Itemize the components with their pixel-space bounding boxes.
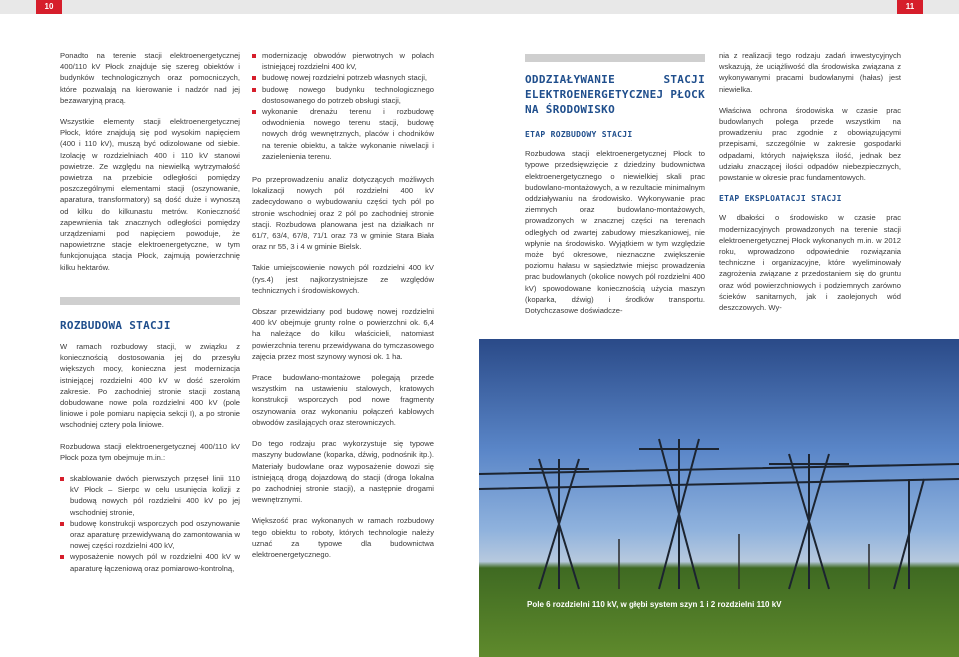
column-2 [252,50,434,570]
paragraph: W dbałości o środowisko w czasie prac modernizacyjnych prowadzonych na terenie stacji elektroenergetycznej Płock wykonanych m.in. w 2012 roku, wprowadzono odpowiednie rozwiązania techniczne i organizacyjne, które wyeliminowały zagrożenia związane z przedostaniem się do gruntu oraz wód powierzchniowych i podziemnych zarówno ścieków sanitarnych, jak i zaolejonych wód deszczowych. Wy- [719,213,901,313]
list-item: skablowanie dwóch pierwszych przęseł linii 110 kV Płock – Sierpc w celu usunięcia kolizji z budową nowych pól rozdzielni 400 kV po jej wschodniej stronie, [60,473,240,518]
top-bar [0,0,959,14]
divider-bar [60,297,240,305]
column-1 [60,50,240,283]
substation-photo [479,339,959,657]
paragraph: Większość prac wykonanych w ramach rozbudowy tego obiektu to roboty, których technologie należy uznać za typowe dla budownictwa elektroenergetycznego. [252,516,434,559]
list-item: modernizację obwodów pierwotnych w polach istniejącej rozdzielni 400 kV, [252,50,434,72]
column-3 [525,72,705,326]
paragraph: nia z realizacji tego rodzaju zadań inwestycyjnych wskazują, że uciążliwość dla środowiska związana z wykonywanymi pracami budowlanymi (hałas) jest niewielka. [719,51,901,94]
page-number-left: 10 [36,0,62,14]
list-item: budowę konstrukcji wsporczych pod oszynowanie oraz aparaturę przewidywaną do zamontowania w nowej części rozdzielni 400 kV, [60,518,240,552]
list-item: wykonanie drenażu terenu i rozbudowę odwodnienia nowego terenu stacji, budowę nowych dróg wewnętrznych, placów i chodników na terenie obiektu, a także wykonanie niwelacji i zazielenienia terenu. [252,106,434,162]
subsection-heading: ETAP ROZBUDOWY STACJI [525,130,633,139]
paragraph: Rozbudowa stacji elektroenergetycznej 400/110 kV Płock poza tym obejmuje m.in.: [60,441,240,462]
section-heading: ODDZIAŁYWANIE STACJI ELEKTROENERGETYCZNEJ PŁOCK NA ŚRODOWISKO [525,73,705,116]
list-item: budowę nowego budynku technologicznego dostosowanego do potrzeb obsługi stacji, [252,84,434,106]
paragraph: Po przeprowadzeniu analiz dotyczących możliwych lokalizacji nowych pól rozdzielni 400 kV zadecydowano o wybudowaniu części tych pól po stronie wschodniej oraz 2 pól po zachodniej stronie stacji. Rozbudowa planowana jest na działkach nr 61/7, 63/4, 67/8, 71/1 oraz 73 w gminie Stara Biała oraz nr 55, 3 i 4 w gminie Bielsk. [252,175,434,252]
paragraph: Prace budowlano-montażowe polegają przede wszystkim na ustawieniu stalowych, kratowych konstrukcji wsporczych pod nowe fragmenty oszynowania oraz wykonaniu połączeń kablowych obwodów zasilających oraz sterowniczych. [252,373,434,427]
list-item: budowę nowej rozdzielni potrzeb własnych stacji, [252,72,434,83]
substation-illustration [479,339,959,657]
paragraph: Właściwa ochrona środowiska w czasie prac budowlanych polega przede wszystkim na prowadzeniu prac zgodnie z obowiązującymi przepisami, szczególnie w zakresie gospodarki odpadami, których największa ilość, jednak bez udziału znaczącej ilości odpadów niebezpiecznych, powstanie w okresie prac fundamentowych. [719,105,901,183]
bullet-list [252,50,434,162]
section-heading: ROZBUDOWA STACJI [60,319,171,332]
subsection-heading: ETAP EKSPLOATACJI STACJI [719,194,842,204]
column-4 [719,50,901,323]
divider-bar [525,54,705,62]
paragraph: Obszar przewidziany pod budowę nowej rozdzielni 400 kV obejmuje grunty rolne o powierzchni ok. 6,4 ha należące do kilku właścicieli, natomiast powierzchnia terenu przewidywana do tymczasowego zajęcia przez most szynowy wynosi ok. 1 ha. [252,307,434,361]
photo-caption: Pole 6 rozdzielni 110 kV, w głębi system szyn 1 i 2 rozdzielni 110 kV [527,600,782,609]
paragraph: Wszystkie elementy stacji elektroenergetycznej Płock, które znajdują się pod wysokim napięciem (400 i 110 kV), muszą być odizolowane od siebie. Izolację w rozdzielniach 400 i 110 kV stanowi powietrze. Ze względu na niewielką wytrzymałość powietrza na przebicie odległości pomiędzy poszczególnymi elementami stacji (oszynowanie, aparatura, transformatory) są dość duże i wynoszą od kilku do kilkunastu metrów. Konieczność zapewnienia tak znacznych odległości pomiędzy urządzeniami pod napięciem powoduje, że napowietrzne stacje elektroenergetyczne, w tym funkcjonująca stacja Płock, zajmują powierzchnię kilku hektarów. [60,117,240,272]
paragraph: W ramach rozbudowy stacji, w związku z koniecznością dostosowania jej do przesyłu większych mocy, konieczna jest modernizacja istniejącej rozdzielni 400 kV w dość szerokim zakresie. Po zachodniej stronie stacji zostaną dobudowane nowe pola rozdzielni 400 kV (pole liniowe i pole pomiaru napięcia sekcji I), a po stronie wschodniej cztery pola liniowe. [60,342,240,430]
paragraph: Ponadto na terenie stacji elektroenergetycznej 400/110 kV Płock znajduje się szereg obiektów i budynków technologicznych oraz pomocniczych, które pozwalają na kierowanie i nadzór nad jej bezawaryjną pracą. [60,51,240,105]
paragraph: Rozbudowa stacji elektroenergetycznej Płock to typowe przedsięwzięcie z dziedziny budownictwa elektroenergetycznego o niewielkiej skali prac budowlano-montażowych, a w rezultacie minimalnym oddziaływaniu na środowisko. Wykonywanie prac ziemnych oraz budowlano-montażowych, prowadzonych w znacznej części na terenach odległych od zwartej zabudowy mieszkaniowej, nie wpłynie na środowisko. Wyjątkiem w tym względzie może być okresowe, nieznaczne zwiększenie poziomu hałasu w sąsiedztwie miejsc prowadzenia prac budowlanych (okolice nowych pól rozdzielni 400 kV) spowodowane koniecznością użycia maszyn (koparka, dźwig) i środków transportu. Dotychczasowe doświadcze- [525,149,705,316]
paragraph: Takie umiejscowienie nowych pól rozdzielni 400 kV (rys.4) jest najkorzystniejsze ze względów technicznych i środowiskowych. [252,263,434,295]
list-item: wyposażenie nowych pól w rozdzielni 400 kV w aparaturę łączeniową oraz pomiarowo-kontrolną, [60,551,240,573]
page-number-right: 11 [897,0,923,14]
bullet-list [60,473,240,574]
paragraph: Do tego rodzaju prac wykorzystuje się typowe maszyny budowlane (koparka, dźwig, podnośnik itp.). Materiały budowlane oraz wyposażenie dowozi się istniejącą drogą dojazdową do stacji (droga lokalna po zachodniej stronie stacji), a następnie drogami wewnętrznymi. [252,439,434,505]
column-1-lower [60,318,240,574]
